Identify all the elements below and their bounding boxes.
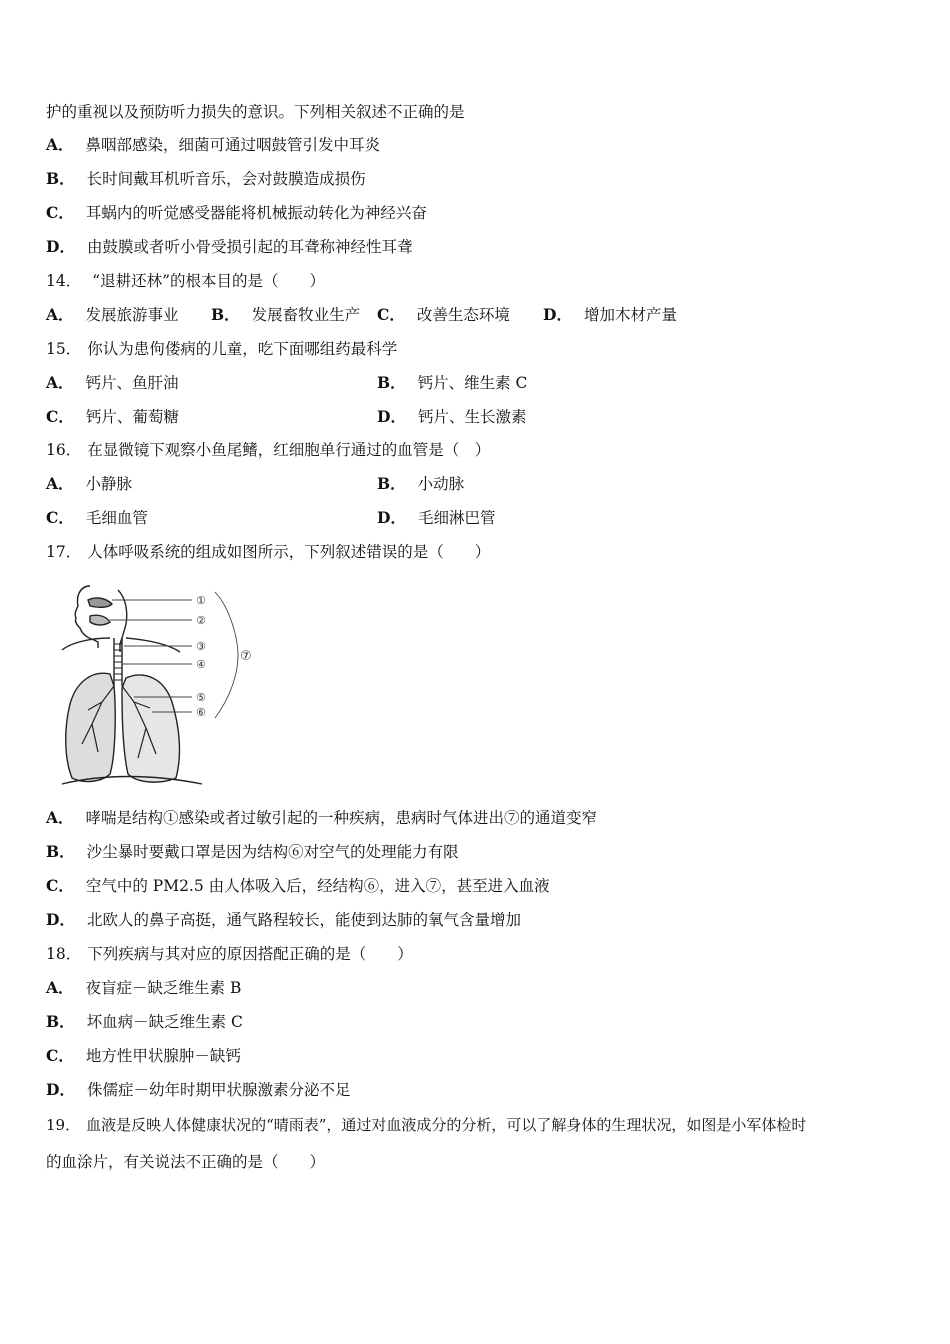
option-label: C． bbox=[46, 508, 74, 527]
option-text: 毛细血管 bbox=[85, 509, 148, 527]
question-text: 血液是反映人体健康状况的“晴雨表”，通过对血液成分的分析，可以了解身体的生理状况，如图是小军体检时 bbox=[86, 1116, 807, 1134]
option-text: 改善生态环境 bbox=[416, 306, 510, 324]
q14-option-d[interactable] bbox=[543, 304, 677, 326]
q18-option-c[interactable] bbox=[46, 1045, 241, 1067]
q13-option-a[interactable] bbox=[46, 134, 380, 156]
option-label: A． bbox=[46, 808, 74, 827]
q13-option-d[interactable] bbox=[46, 236, 412, 258]
option-text: 长时间戴耳机听音乐，会对鼓膜造成损伤 bbox=[86, 170, 366, 188]
respiratory-system-figure bbox=[52, 578, 267, 790]
q18-option-a[interactable] bbox=[46, 977, 241, 999]
figure-label-4: ④ bbox=[196, 658, 206, 671]
q18-option-b[interactable] bbox=[46, 1011, 243, 1033]
option-text: 夜盲症－缺乏维生素 B bbox=[85, 979, 242, 997]
q16-option-c[interactable] bbox=[46, 507, 148, 529]
q16-option-b[interactable] bbox=[377, 473, 464, 495]
q17-option-d[interactable] bbox=[46, 909, 521, 931]
option-label: B． bbox=[377, 373, 406, 392]
q19-stem-line2: 的血涂片，有关说法不正确的是（ ） bbox=[46, 1153, 326, 1171]
q18-option-d[interactable] bbox=[46, 1079, 350, 1101]
option-text: 钙片、生长激素 bbox=[417, 408, 527, 426]
question-number: 14． bbox=[46, 272, 82, 290]
q15-option-a[interactable] bbox=[46, 372, 179, 394]
option-text: 侏儒症－幼年时期甲状腺激素分泌不足 bbox=[86, 1081, 351, 1099]
q14-option-a[interactable] bbox=[46, 304, 179, 326]
q19-stem bbox=[46, 1114, 806, 1136]
option-text: 毛细淋巴管 bbox=[417, 509, 496, 527]
bracket bbox=[215, 592, 238, 718]
mouth-region bbox=[90, 615, 110, 625]
option-text: 小动脉 bbox=[417, 475, 465, 493]
question-number: 19． bbox=[46, 1116, 81, 1134]
figure-label-5: ⑤ bbox=[196, 691, 206, 704]
option-label: C． bbox=[46, 203, 74, 222]
option-label: A． bbox=[46, 305, 74, 324]
option-text: 哮喘是结构①感染或者过敏引起的一种疾病，患病时气体进出⑦的通道变窄 bbox=[85, 809, 598, 827]
option-text: 发展旅游事业 bbox=[85, 306, 179, 324]
option-label: C． bbox=[46, 876, 74, 895]
right-lung bbox=[122, 675, 179, 782]
option-label: D． bbox=[543, 305, 572, 324]
option-text: 钙片、葡萄糖 bbox=[85, 408, 179, 426]
option-text: 鼻咽部感染，细菌可通过咽鼓管引发中耳炎 bbox=[85, 136, 381, 154]
figure-label-2: ② bbox=[196, 614, 206, 627]
option-label: D． bbox=[377, 508, 406, 527]
option-text: 沙尘暴时要戴口罩是因为结构⑥对空气的处理能力有限 bbox=[86, 843, 459, 861]
question-number: 18． bbox=[46, 945, 82, 963]
q16-option-a[interactable] bbox=[46, 473, 132, 495]
option-label: A． bbox=[46, 474, 74, 493]
option-label: B． bbox=[46, 842, 75, 861]
q14-stem bbox=[46, 270, 325, 292]
question-number: 16． bbox=[46, 441, 82, 459]
option-text: 增加木材产量 bbox=[583, 306, 677, 324]
nasal-cavity bbox=[88, 598, 112, 607]
option-text: 发展畜牧业生产 bbox=[251, 306, 361, 324]
option-label: B． bbox=[46, 169, 75, 188]
q18-stem bbox=[46, 943, 413, 965]
option-label: A． bbox=[46, 978, 74, 997]
figure-label-6: ⑥ bbox=[196, 706, 206, 719]
q15-option-d[interactable] bbox=[377, 406, 526, 428]
q15-option-c[interactable] bbox=[46, 406, 179, 428]
figure-label-1: ① bbox=[196, 594, 206, 607]
option-label: D． bbox=[46, 910, 75, 929]
option-text: 由鼓膜或者听小骨受损引起的耳聋称神经性耳聋 bbox=[86, 238, 413, 256]
option-label: C． bbox=[46, 1046, 74, 1065]
question-number: 17． bbox=[46, 543, 82, 561]
option-label: D． bbox=[46, 237, 75, 256]
option-label: A． bbox=[46, 373, 74, 392]
option-label: B． bbox=[377, 474, 406, 493]
option-text: 小静脉 bbox=[85, 475, 133, 493]
q15-stem bbox=[46, 338, 397, 360]
q13-stem-continuation: 护的重视以及预防听力损失的意识。下列相关叙述不正确的是 bbox=[46, 103, 465, 121]
option-label: D． bbox=[46, 1080, 75, 1099]
option-text: 钙片、维生素 C bbox=[417, 374, 528, 392]
q17-option-b[interactable] bbox=[46, 841, 459, 863]
question-number: 15． bbox=[46, 340, 82, 358]
q17-stem bbox=[46, 541, 490, 563]
option-label: C． bbox=[46, 407, 74, 426]
question-text: “退耕还林”的根本目的是（ ） bbox=[87, 272, 326, 290]
option-text: 地方性甲状腺肿－缺钙 bbox=[85, 1047, 241, 1065]
q16-option-d[interactable] bbox=[377, 507, 495, 529]
q17-option-a[interactable] bbox=[46, 807, 597, 829]
option-label: C． bbox=[377, 305, 405, 324]
q15-option-b[interactable] bbox=[377, 372, 527, 394]
question-text: 人体呼吸系统的组成如图所示，下列叙述错误的是（ ） bbox=[87, 543, 491, 561]
figure-label-7: ⑦ bbox=[240, 649, 252, 664]
option-text: 北欧人的鼻子高挺，通气路程较长，能使到达肺的氧气含量增加 bbox=[86, 911, 521, 929]
figure-label-3: ③ bbox=[196, 640, 206, 653]
option-text: 耳蜗内的听觉感受器能将机械振动转化为神经兴奋 bbox=[85, 204, 427, 222]
question-text: 你认为患佝偻病的儿童，吃下面哪组药最科学 bbox=[87, 340, 398, 358]
option-label: B． bbox=[46, 1012, 75, 1031]
option-label: B． bbox=[211, 305, 240, 324]
q14-option-b[interactable] bbox=[211, 304, 360, 326]
option-text: 钙片、鱼肝油 bbox=[85, 374, 179, 392]
q16-stem bbox=[46, 439, 490, 461]
option-label: D． bbox=[377, 407, 406, 426]
q14-option-c[interactable] bbox=[377, 304, 510, 326]
q13-option-b[interactable] bbox=[46, 168, 366, 190]
q13-option-c[interactable] bbox=[46, 202, 427, 224]
option-label: A． bbox=[46, 135, 74, 154]
option-text: 空气中的 PM2.5 由人体吸入后，经结构⑥，进入⑦，甚至进入血液 bbox=[85, 877, 550, 895]
question-text: 下列疾病与其对应的原因搭配正确的是（ ） bbox=[87, 945, 413, 963]
option-text: 坏血病－缺乏维生素 C bbox=[86, 1013, 243, 1031]
question-text: 在显微镜下观察小鱼尾鳍，红细胞单行通过的血管是（ ） bbox=[87, 441, 491, 459]
q17-option-c[interactable] bbox=[46, 875, 550, 897]
